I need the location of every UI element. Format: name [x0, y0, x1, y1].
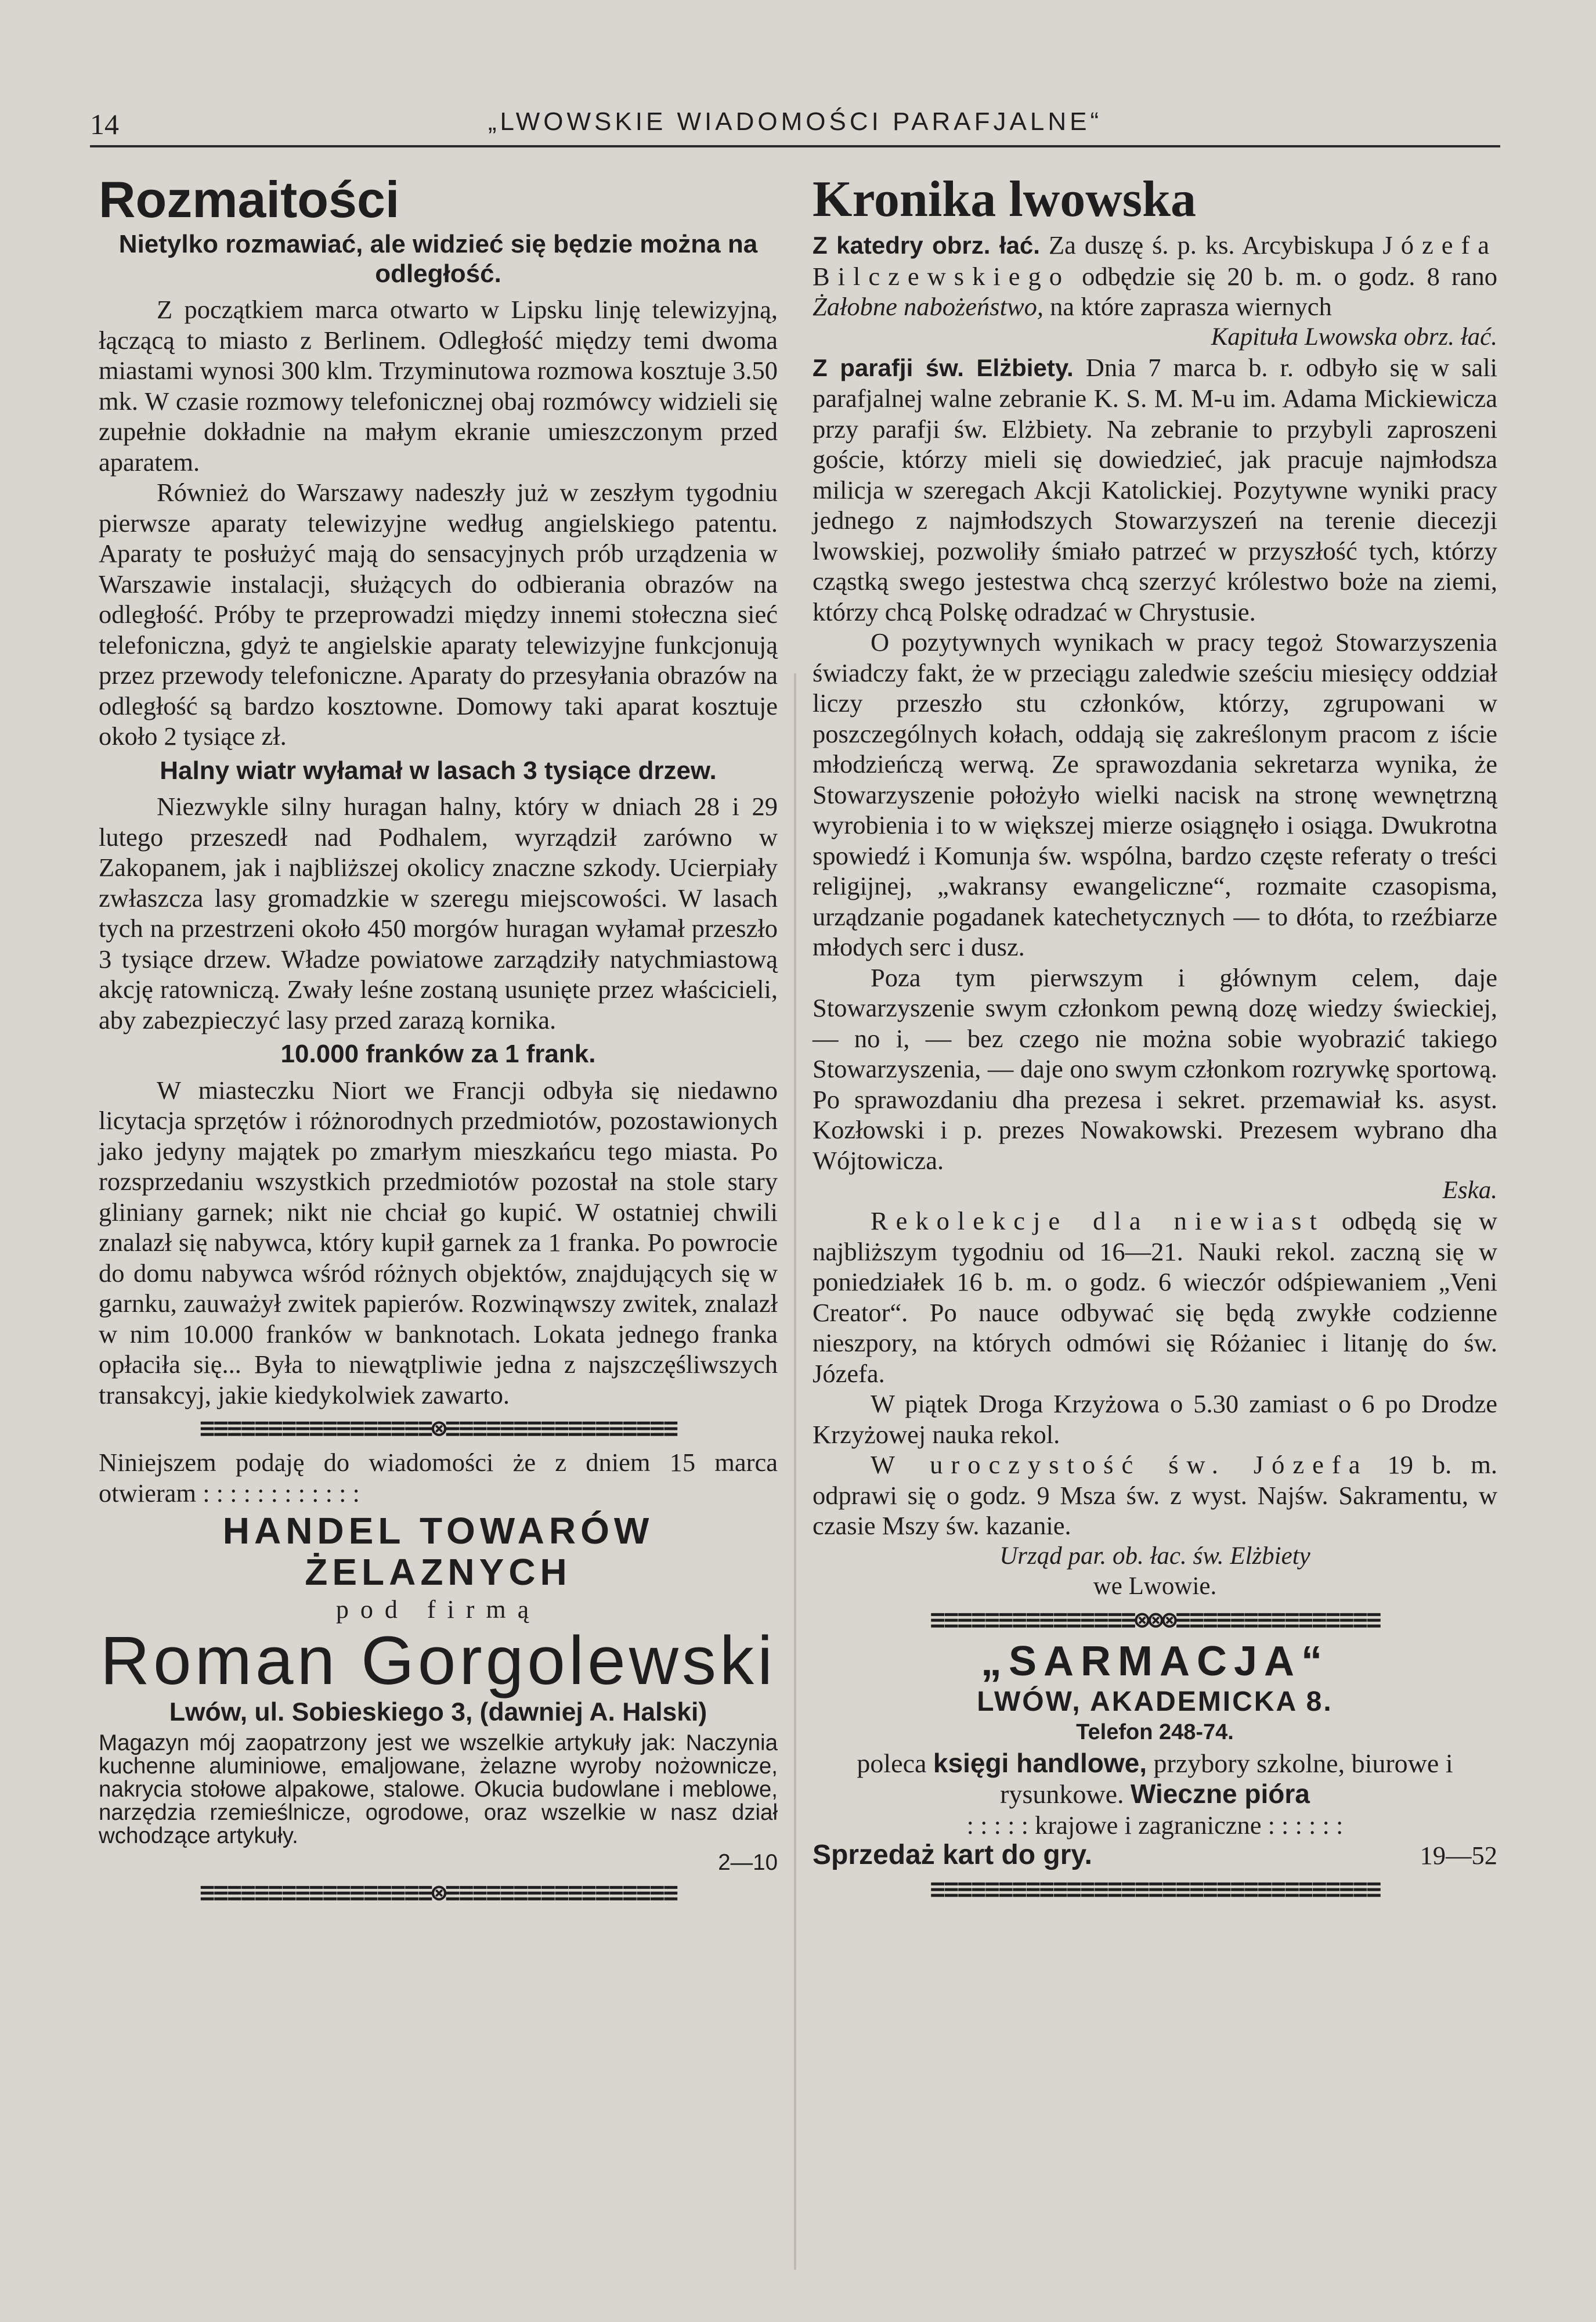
- ad-sarmacja-cards: Sprzedaż kart do gry.: [813, 1840, 1092, 1871]
- page-header: [90, 104, 1500, 147]
- ad-sarmacja-origin: : : : : : krajowe i zagraniczne : : : : : :: [966, 1810, 1344, 1840]
- article-paragraph: Z początkiem marca otwarto w Lipsku linję telewizyjną, łączącą to miasto z Berlinem. Odległość między temi dwoma miastami wynosi 300 klm. Trzyminutowa rozmowa kosztuje 3.50 mk. W czasie rozmowy telefonicznej obaj rozmówcy widzieli się zupełnie dokładnie na małym ekranie umieszczonym przed aparatem.: [99, 295, 778, 477]
- jozef-notice: [813, 1450, 1497, 1541]
- elzbieta-paragraph: Dnia 7 marca b. r. odbyło się w sali parafjalnej walne zebranie K. S. M. M-u im. Adama Mickiewicza przy parafji św. Elżbiety. Na zebranie to przybyli zaproszeni goście, którzy mieli się dowiedzieć, jak pracuje najmłodsza milicja w szeregach Akcji Katolickiej. Pozytywne wyniki pracy jednego z najmłodszych Stowarzyszeń na terenie diecezji lwowskiej, pozwoliły śmiało patrzeć w przyszłość tych, którzy cząstką swego jestestwa chcą szerzyć królestwo boże na ziemi, którzy chcą Polskę odradzać w Chrystusie.: [813, 352, 1498, 626]
- advertisement-sarmacja: [813, 1639, 1497, 1871]
- elzbieta-paragraph: Poza tym pierwszym i głównym celem, daje Stowarzyszenie swym członkom pewną dozę wiedzy świeckiej, — no i, — bez czego nie można sobie wyobrazić takiego Stowarzyszenia, — daje ono swym członkom rozrywkę sportową. Po sprawozdaniu dha prezesa i sekret. przemawiał ks. asyst. Kozłowski i p. prezes Nowakowski. Prezesem wybrano dha Wójtowicza.: [813, 962, 1497, 1175]
- ornamental-divider: ≡≡≡≡≡≡≡≡≡≡≡≡≡≡≡≡≡⊗≡≡≡≡≡≡≡≡≡≡≡≡≡≡≡≡≡: [199, 1877, 677, 1908]
- parish-signature-city: we Lwowie.: [1093, 1572, 1217, 1600]
- ad-sarmacja-cards-row: [813, 1840, 1497, 1871]
- ad-sarmacja-name: „SARMACJA“: [980, 1638, 1330, 1685]
- article-heading-tv: Nietylko rozmawiać, ale widzieć się będzie można na odległość.: [118, 230, 758, 288]
- ad-sarmacja-phone: Telefon 248-74.: [1076, 1720, 1234, 1745]
- ad-sarmacja-offer: [813, 1748, 1497, 1810]
- article-heading-francs: 10.000 franków za 1 frank.: [280, 1040, 596, 1069]
- ad-offer-text: przybory szkolne, biurowe i rysunkowe.: [1000, 1748, 1453, 1809]
- section-title-rozmaitosci: Rozmaitości: [99, 171, 400, 228]
- jozef-heading: W uroczystość św. Józefa: [871, 1450, 1368, 1479]
- katedra-notice: [813, 230, 1497, 322]
- parish-signature: Urząd par. ob. łac. św. Elżbiety: [999, 1542, 1310, 1570]
- ad-intro-text: Niniejszem podaję do wiadomości że z dniem 15 marca otwieram: [99, 1448, 778, 1508]
- archbishop-name: Józefa Bilczewskiego: [813, 230, 1498, 291]
- rekolekcje-notice: [813, 1206, 1497, 1389]
- ad-code: 2—10: [718, 1849, 778, 1875]
- ad-owner-name: Roman Gorgolewski: [100, 1622, 777, 1700]
- section-title-kronika: Kronika lwowska: [813, 171, 1196, 228]
- article-paragraph: Niezwykle silny huragan halny, który w dniach 28 i 29 lutego przeszedł nad Podhalem, wyrządził zarówno w Zakopanem, jak i najbliższej okolicy znaczne szkody. Ucierpiały zwłaszcza lasy gromadzkie w szeregu miejscowości. W lasach tych na przestrzeni około 450 morgów huragan wyłamał przeszło 3 tysiące drzew. Władze powiatowe zarządziły natychmiastową akcję ratowniczą. Zwały leśne zostaną usunięte przez właścicieli, aby zabezpieczyć lasy przed zarazą kornika.: [99, 792, 778, 1034]
- elzbieta-signature: Eska.: [1442, 1177, 1497, 1204]
- ad-business-name: HANDEL TOWARÓW ŻELAZNYCH: [222, 1510, 654, 1593]
- ornamental-divider: ≡≡≡≡≡≡≡≡≡≡≡≡≡≡≡⊗⊗⊗≡≡≡≡≡≡≡≡≡≡≡≡≡≡≡: [930, 1605, 1380, 1635]
- article-paragraph: Również do Warszawy nadeszły już w zeszłym tygodniu pierwsze aparaty telewizyjne według angielskiego patentu. Aparaty te posłużyć mają do sensacyjnych prób urządzenia w Warszawie instalacji, służących do odbierania obrazów na odległość. Próby te przeprowadzi między innemi stołeczna sieć telefoniczna, gdyż te angielskie aparaty telewizyjne funkcjonują przez przewody telefoniczne. Aparaty do przesyłania obrazów na odległość są bardzo kosztowne. Domowy taki aparat kosztuje około 2 tysiące zł.: [99, 478, 778, 751]
- right-column: [813, 171, 1498, 1908]
- rekolekcje-paragraph: W piątek Droga Krzyżowa o 5.30 zamiast o 6 po Drodze Krzyżowej nauka rekol.: [813, 1389, 1497, 1449]
- page-number: 14: [90, 108, 119, 140]
- ad-intro-dots: : : : : : : : : : : : :: [203, 1478, 360, 1508]
- katedra-text: na które zaprasza wiernych: [1050, 292, 1332, 321]
- rekolekcje-text: odbędą się w najbliższym tygodniu od 16—21. Nauki rekol. zaczną się w poniedziałek 16 b. m. o godz. 6 wieczór odśpiewaniem „Veni Creator“. Po nauce odbywać się będą zwykłe codzienne nieszpory, na których odmówi się Różaniec i litanję do św. Józefa.: [813, 1206, 1498, 1388]
- ad-intro: [99, 1447, 778, 1508]
- article-heading-wind: Halny wiatr wyłamał w lasach 3 tysiące drzew.: [160, 756, 717, 785]
- ad-offer-text: poleca: [857, 1748, 927, 1778]
- jozef-text: 19 b. m. odprawi się o godz. 9 Msza św. z wyst. Najśw. Sakramentu, w czasie Mszy św. kazanie.: [813, 1450, 1497, 1540]
- elzbieta-heading: Z parafji św. Elżbiety.: [813, 354, 1074, 381]
- elzbieta-paragraph: O pozytywnych wynikach w pracy tegoż Stowarzyszenia świadczy fakt, że w przeciągu zaledwie sześciu miesięcy oddział liczy przeszło stu członków, którzy, zgrupowani w poszczególnych kołach, oddają się zakreślonym pracom z iście młodzieńczą werwą. Ze sprawozdania sekretarza wynika, że Stowarzyszenie położyło wielki nacisk na stronę wewnętrzną wyrobienia i to w większej mierze osiągnęło i osiąga. Dwukrotna spowiedź i Komunja św. wspólna, bardzo częste referaty o treści religijnej, „wakransy ewangeliczne“, rozmaite czasopisma, urządzanie pogadanek katechetycznych — to dłóta, to rzeźbiarze młodych serc i dusz.: [813, 628, 1497, 961]
- katedra-text: odbędzie się 20 b. m. o godz. 8 rano: [1082, 261, 1498, 291]
- publication-title: „LWOWSKIE WIADOMOŚCI PARAFJALNE“: [488, 107, 1103, 136]
- article-paragraph: W miasteczku Niort we Francji odbyła się niedawno licytacja sprzętów i różnorodnych przedmiotów, pozostawionych jako jedyny majątek po zmarłym mieszkańcu tego miasta. Po rozsprzedaniu wszystkich przedmiotów pozostał na stole stary gliniany garnek; nikt nie chciał go kupić. W ostatniej chwili znalazł się nabywca, który kupił garnek za 1 franka. Po powrocie do domu nabywca wśród różnych objektów, znajdujących się w garnku, zauważył zwitek papierów. Rozwinąwszy zwitek, znalazł w nim 10.000 franków w banknotach. Lokata jednego franka opłaciła się... Była to niewątpliwie jedna z najszczęśliwszych transakcyj, jakie kiedykolwiek zawarto.: [99, 1075, 778, 1409]
- elzbieta-notice: [813, 352, 1497, 628]
- left-column: [99, 171, 778, 1912]
- ad-under-firm: pod firmą: [335, 1595, 541, 1624]
- katedra-heading: Z katedry obrz. łać.: [813, 232, 1040, 259]
- ad-stock-description: Magazyn mój zaopatrzony jest we wszelkie artykuły jak: Naczynia kuchenne aluminiowe, emaljowane, żelazne wyroby nożownicze, nakrycia stołowe alpakowe, stalowe. Okucia budowlane i meblowe, narzędzia rzemieślnicze, ogrodowe, oraz wszelkie w nasz dział wchodzące artykuły.: [99, 1730, 778, 1848]
- katedra-text: Za duszę ś. p. ks. Arcybiskupa: [1048, 230, 1374, 259]
- ad-address: Lwów, ul. Sobieskiego 3, (dawniej A. Halski): [169, 1698, 707, 1727]
- advertisement-gorgolewski: [99, 1447, 778, 1874]
- column-divider: [794, 673, 796, 2270]
- ad-offer-bold: księgi handlowe,: [933, 1747, 1147, 1778]
- ad-offer-bold: Wieczne pióra: [1130, 1779, 1310, 1809]
- ornamental-divider: ≡≡≡≡≡≡≡≡≡≡≡≡≡≡≡≡≡≡≡≡≡≡≡≡≡≡≡≡≡≡≡≡≡: [930, 1874, 1380, 1904]
- ornamental-divider: ≡≡≡≡≡≡≡≡≡≡≡≡≡≡≡≡≡⊗≡≡≡≡≡≡≡≡≡≡≡≡≡≡≡≡≡: [199, 1414, 677, 1444]
- ad-sarmacja-address: LWÓW, AKADEMICKA 8.: [977, 1686, 1333, 1717]
- ad-sarmacja-code: 19—52: [1420, 1841, 1497, 1870]
- rekolekcje-heading: Rekolekcje dla niewiast: [871, 1206, 1325, 1235]
- katedra-signature: Kapituła Lwowska obrz. łać.: [1211, 323, 1497, 351]
- katedra-event: Żałobne nabożeństwo,: [813, 292, 1044, 321]
